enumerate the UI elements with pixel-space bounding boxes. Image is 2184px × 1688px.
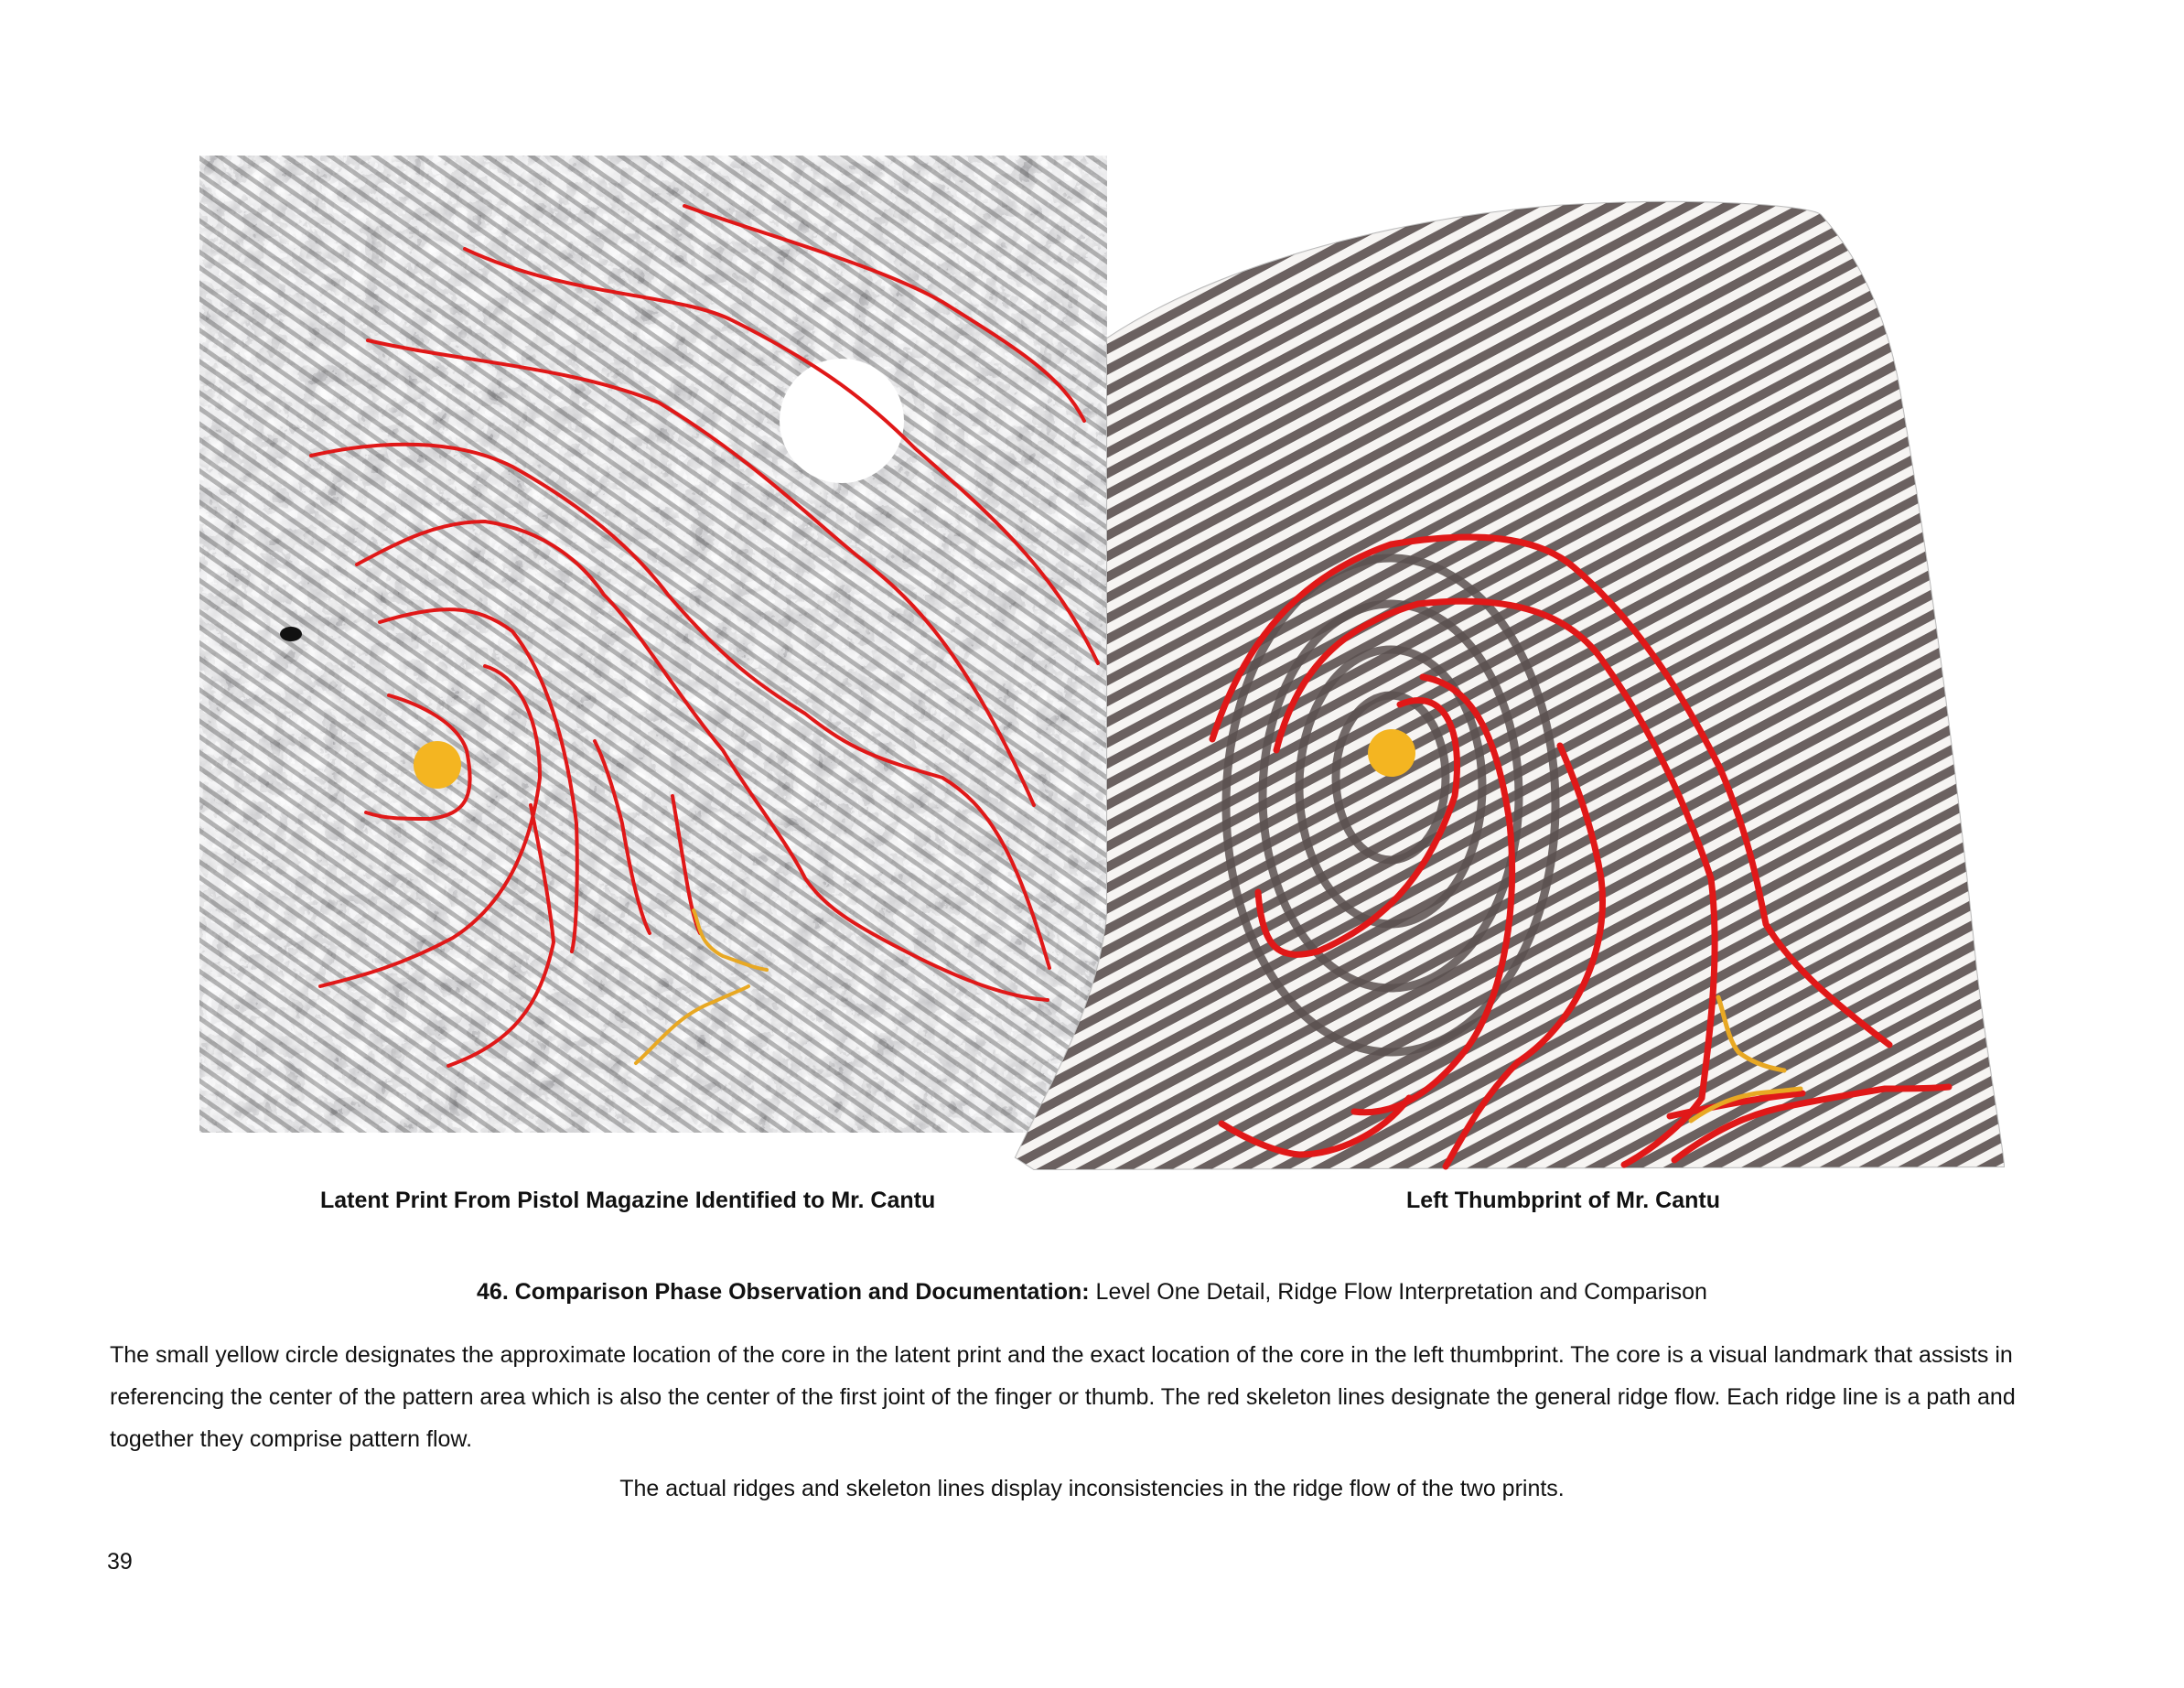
latent-print-image xyxy=(199,156,1107,1133)
section-heading xyxy=(0,1279,2184,1306)
latent-print-caption: Latent Print From Pistol Magazine Identified to Mr. Cantu xyxy=(320,1188,936,1213)
thumbprint-core-marker xyxy=(1368,729,1415,777)
page-number: 39 xyxy=(107,1549,133,1575)
latent-core-marker xyxy=(414,741,461,789)
section-heading-regular: Level One Detail, Ridge Flow Interpretation and Comparison xyxy=(1089,1279,1707,1305)
section-heading-bold: 46. Comparison Phase Observation and Documentation: xyxy=(477,1279,1090,1305)
body-paragraph: The small yellow circle designates the approximate location of the core in the latent print and the exact location of the core in the left thumbprint. The core is a visual landmark that assists in referencing the center of the pattern area which is also the center of the first joint of the finger or thumb. The red skeleton lines designate the general ridge flow. Each ridge line is a path and together they comprise pattern flow. xyxy=(110,1342,2016,1452)
thumbprint-caption: Left Thumbprint of Mr. Cantu xyxy=(1406,1188,1721,1213)
ridge-flow-note: The actual ridges and skeleton lines display inconsistencies in the ridge flow of the two prints. xyxy=(619,1476,1565,1501)
thumbprint-image xyxy=(1006,192,2013,1180)
